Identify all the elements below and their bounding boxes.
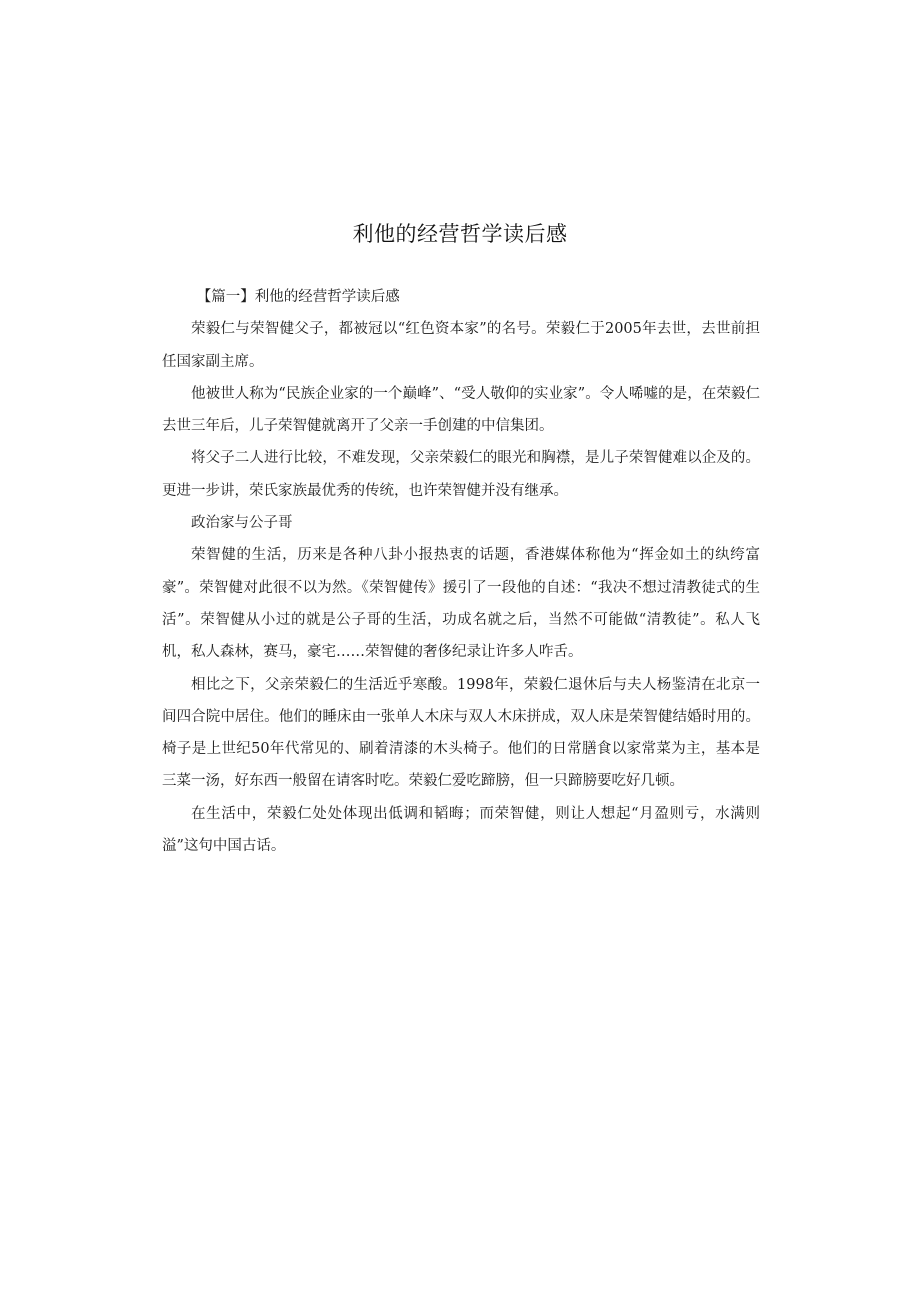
paragraph: 荣毅仁与荣智健父子，都被冠以“红色资本家”的名号。荣毅仁于2005年去世，去世前担任国家副主席。 (162, 321, 760, 370)
section-heading: 【篇一】利他的经营哲学读后感 (196, 289, 400, 305)
paragraph: 荣智健的生活，历来是各种八卦小报热衷的话题，香港媒体称他为“挥金如土的纨绔富豪”。荣智健对此很不以为然。《荣智健传》援引了一段他的自述：“我决不想过清教徒式的生活”。荣智健从小过的就是公子哥的生活，功成名就之后，当然不可能做“清教徒”。私人飞机，私人森林，赛马，豪宅……荣智健的奢侈纪录让许多人咋舌。 (162, 547, 760, 661)
document-body (162, 281, 760, 862)
subheading: 政治家与公子哥 (191, 515, 293, 532)
document-title: 利他的经营哲学读后感 (352, 222, 568, 246)
paragraph: 将父子二人进行比较，不难发现，父亲荣毅仁的眼光和胸襟，是儿子荣智健难以企及的。更进一步讲，荣氏家族最优秀的传统，也许荣智健并没有继承。 (162, 450, 760, 499)
paragraph: 在生活中，荣毅仁处处体现出低调和韬晦；而荣智健，则让人想起“月盈则亏，水满则溢”这句中国古话。 (162, 805, 760, 855)
paragraph: 相比之下，父亲荣毅仁的生活近乎寒酸。1998年，荣毅仁退休后与夫人杨鉴清在北京一间四合院中居住。他们的睡床由一张单人木床与双人木床拼成，双人床是荣智健结婚时用的。椅子是上世纪50年代常见的、刷着清漆的木头椅子。他们的日常膳食以家常菜为主，基本是三菜一汤，好东西一般留在请客时吃。荣毅仁爱吃蹄膀，但一只蹄膀要吃好几顿。 (162, 676, 760, 790)
paragraph: 他被世人称为“民族企业家的一个巅峰”、“受人敬仰的实业家”。令人唏嘘的是，在荣毅仁去世三年后，儿子荣智健就离开了父亲一手创建的中信集团。 (162, 385, 760, 435)
